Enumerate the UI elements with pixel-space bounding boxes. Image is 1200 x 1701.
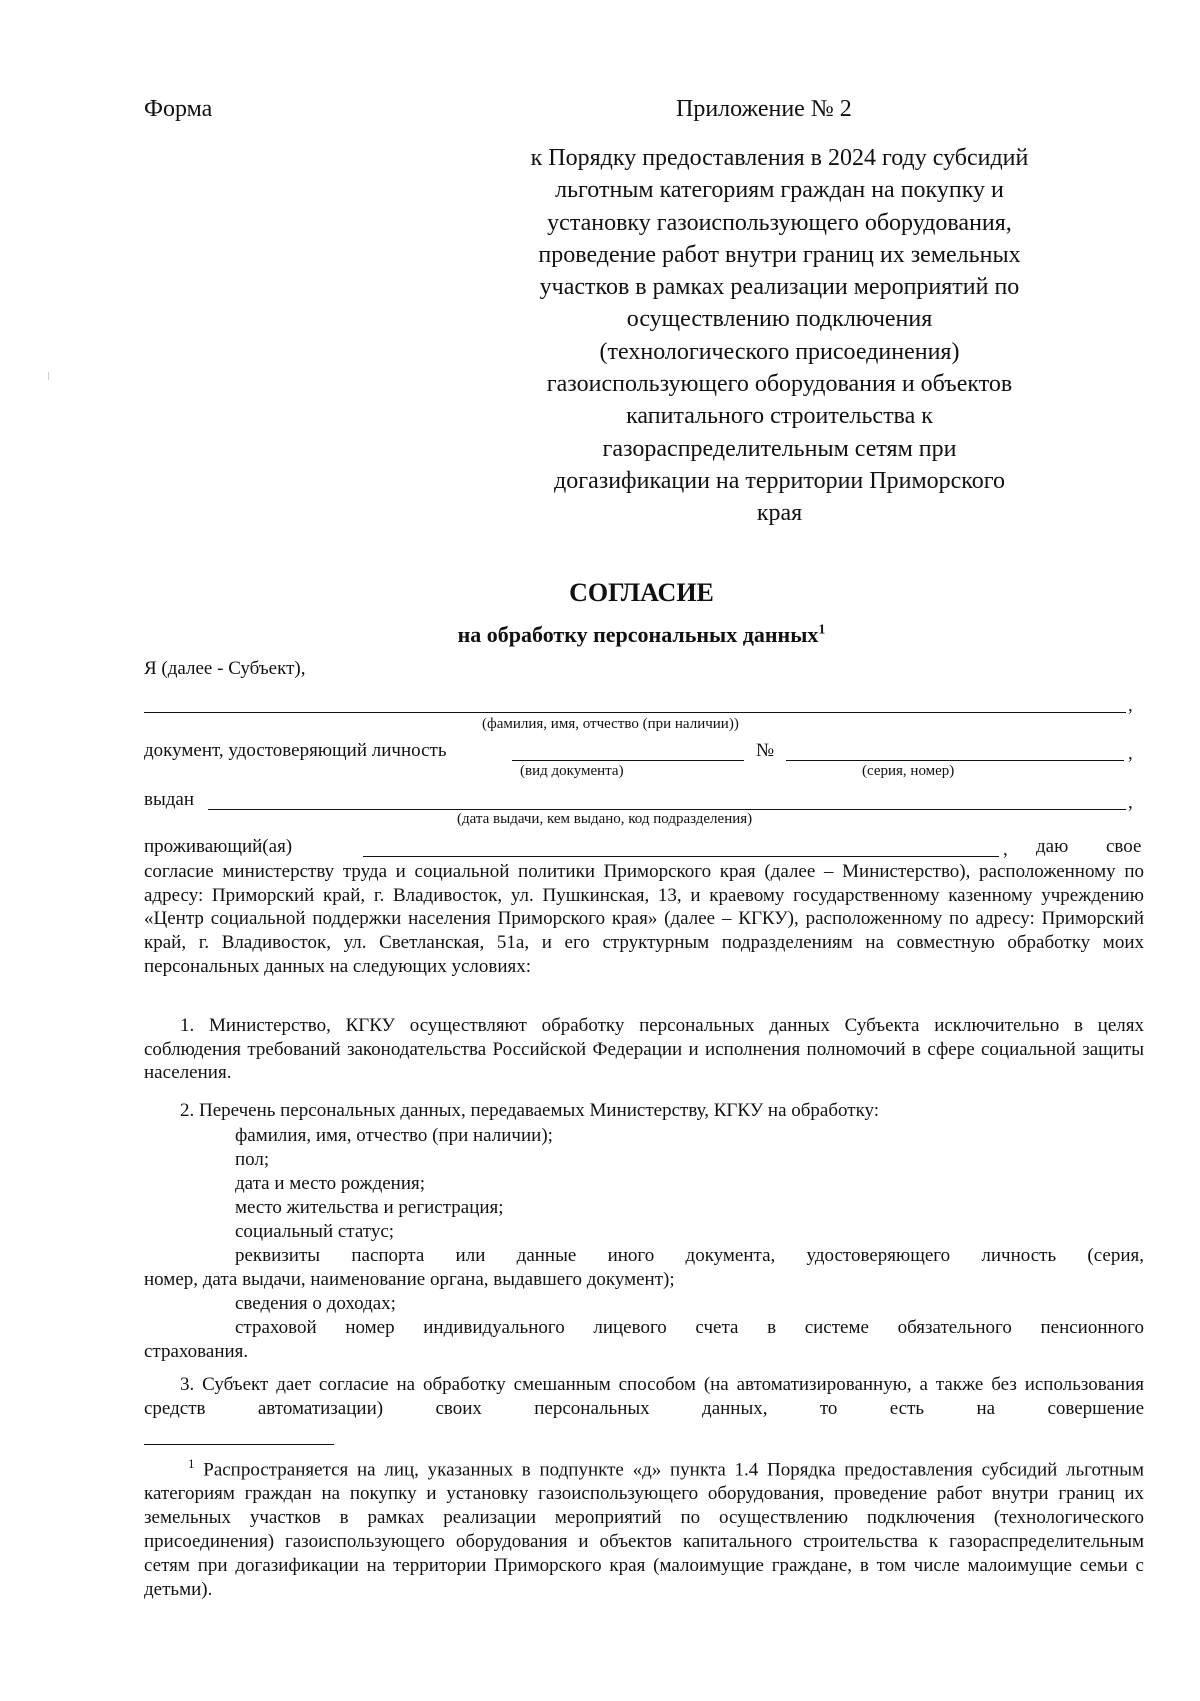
doc-type-caption: (вид документа) xyxy=(520,763,624,779)
list-item: сведения о доходах; xyxy=(235,1293,396,1314)
issued-label: выдан xyxy=(144,789,195,810)
list-item: реквизиты паспорта или данные иного документа, удостоверяющего личность (серия, xyxy=(235,1245,1144,1266)
issued-caption: (дата выдачи, кем выдано, код подразделения) xyxy=(457,811,753,827)
list-item: фамилия, имя, отчество (при наличии); xyxy=(235,1125,553,1146)
item-3: 3. Субъект дает согласие на обработку смешанным способом (на автоматизированную, а также без использования средств автоматизации) своих персональных данных, то есть на совершение xyxy=(144,1374,1144,1419)
document-title: СОГЛАСИЕ xyxy=(569,578,714,607)
personal-data-list xyxy=(144,1124,1144,1364)
item-2: 2. Перечень персональных данных, передаваемых Министерству, КГКУ на обработку: xyxy=(180,1100,880,1121)
doc-label: документ, удостоверяющий личность xyxy=(144,740,447,761)
annex-line: установку газоиспользующего оборудования, xyxy=(547,209,1012,236)
consent-intro: согласие министерству труда и социальной политики Приморского края (далее – Министерство), расположенному по адресу: Приморский край, г. Владивосток, ул. Пушкинская, 13, и краевому государственному казенному учреждению «Центр социальной поддержки населения Приморского края» (далее – КГКУ), расположенному по адресу: Приморский край, г. Владивосток, ул. Светланская, 51а, и его структурным подразделениям на совместную обработку моих персональных данных на следующих условиях: xyxy=(144,861,1144,977)
fio-field-line[interactable] xyxy=(144,712,1126,713)
subtitle-text: на обработку персональных данных xyxy=(457,622,819,647)
fio-comma: , xyxy=(1128,695,1133,716)
list-item: социальный статус; xyxy=(235,1221,395,1242)
residing-label: проживающий(ая) xyxy=(144,836,293,857)
annex-line: участков в рамках реализации мероприятий по xyxy=(539,274,1020,301)
footnote-mark: 1 xyxy=(188,1456,195,1471)
doc-series-caption: (серия, номер) xyxy=(862,763,955,779)
residing-tail-word-1: даю xyxy=(1036,836,1069,857)
fio-caption: (фамилия, имя, отчество (при наличии)) xyxy=(482,716,739,732)
annex-line: к Порядку предоставления в 2024 году субсидий xyxy=(530,145,1029,171)
annex-line: газоиспользующего оборудования и объектов xyxy=(546,371,1013,398)
list-item: пол; xyxy=(235,1149,270,1170)
annex-description xyxy=(462,142,1097,530)
annex-line: проведение работ внутри границ их земельных xyxy=(538,241,1021,268)
list-item: страховой номер индивидуального лицевого счета в системе обязательного пенсионного xyxy=(235,1317,1144,1338)
doc-series-field-line[interactable] xyxy=(786,760,1124,761)
annex-line: капитального строительства к xyxy=(626,403,933,430)
number-sign: № xyxy=(756,740,775,761)
annex-line: края xyxy=(756,500,803,527)
annex-line: догазификации на территории Приморского xyxy=(554,467,1005,494)
annex-line: (технологического присоединения) xyxy=(599,338,960,365)
residing-tail-word-2: свое xyxy=(1106,836,1142,857)
footnote xyxy=(144,1452,1144,1602)
footnote-separator xyxy=(144,1444,334,1445)
annex-line: осуществлению подключения xyxy=(626,306,933,333)
annex-title: Приложение № 2 xyxy=(676,96,852,122)
issued-field-line[interactable] xyxy=(208,809,1126,810)
doc-comma: , xyxy=(1128,743,1133,764)
list-item-continued: номер, дата выдачи, наименование органа, выдавшего документ); xyxy=(144,1269,675,1290)
issued-comma: , xyxy=(1128,792,1133,813)
annex-line: газораспределительным сетям при xyxy=(602,435,957,462)
residing-field-line[interactable] xyxy=(363,856,999,857)
item-1: 1. Министерство, КГКУ осуществляют обработку персональных данных Субъекта исключительно в целях соблюдения требований законодательства Российской Федерации и исполнения полномочий в сфере социальной защиты населения. xyxy=(144,1015,1144,1084)
list-item: дата и место рождения; xyxy=(235,1173,426,1194)
doc-type-field-line[interactable] xyxy=(512,760,744,761)
residing-comma: , xyxy=(1003,839,1008,860)
form-label: Форма xyxy=(144,96,213,122)
list-item: место жительства и регистрация; xyxy=(235,1197,504,1218)
footnote-ref: 1 xyxy=(818,622,826,638)
footnote-text: Распространяется на лиц, указанных в подпункте «д» пункта 1.4 Порядка предоставления субсидий льготным категориям граждан на покупку и установку газоиспользующего оборудования, проведение работ внутри границ их земельных участков в рамках реализации мероприятий по осуществлению подключения (технологического присоединения) газоиспользующего оборудования и объектов капитального строительства к газораспределительным сетям при догазификации на территории Приморского края (малоимущие граждане, в том числе малоимущие семьи с детьми). xyxy=(144,1459,1144,1601)
annex-line: льготным категориям граждан на покупку и xyxy=(555,177,1004,204)
list-item-continued: страхования. xyxy=(144,1341,249,1362)
scan-artifact xyxy=(48,372,49,380)
document-subtitle xyxy=(0,622,1200,648)
subject-intro: Я (далее - Субъект), xyxy=(144,658,306,679)
